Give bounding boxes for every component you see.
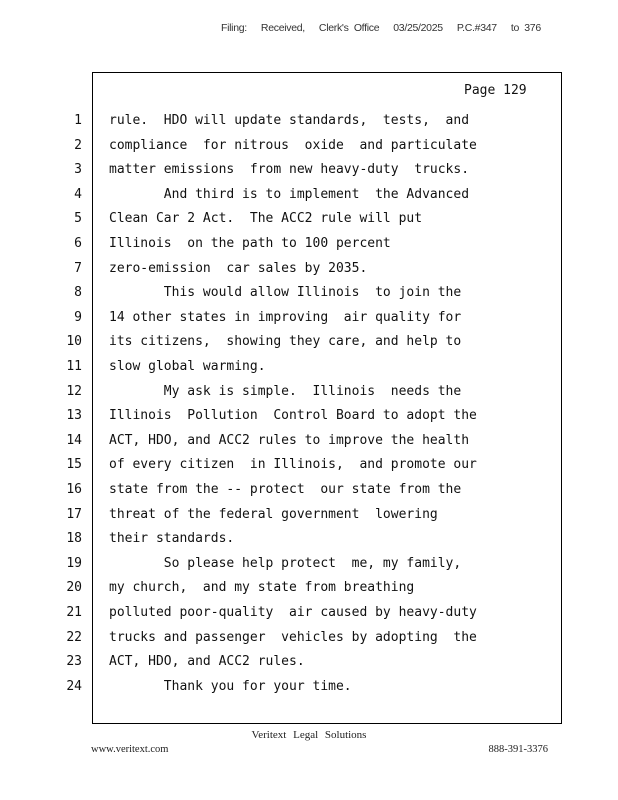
line-text: compliance for nitrous oxide and particulate bbox=[109, 137, 477, 153]
line-number: 22 bbox=[66, 629, 82, 645]
filing-label: Filing: bbox=[221, 22, 247, 34]
transcript-line bbox=[0, 285, 618, 305]
transcript-line bbox=[0, 408, 618, 428]
transcript-line bbox=[0, 531, 618, 551]
transcript-line bbox=[0, 138, 618, 158]
line-number: 12 bbox=[66, 383, 82, 399]
line-text: ACT, HDO, and ACC2 rules to improve the health bbox=[109, 432, 470, 448]
transcript-line bbox=[0, 433, 618, 453]
transcript-line bbox=[0, 654, 618, 674]
line-number: 4 bbox=[74, 186, 82, 202]
line-text: So please help protect me, my family, bbox=[109, 555, 462, 571]
line-number: 5 bbox=[74, 211, 82, 227]
transcript-line bbox=[0, 630, 618, 650]
line-text: state from the -- protect our state from the bbox=[109, 482, 462, 497]
line-number: 8 bbox=[74, 285, 82, 301]
page-range: to 376 bbox=[510, 22, 541, 34]
line-text: Illinois on the path to 100 percent bbox=[109, 236, 391, 251]
line-number: 23 bbox=[66, 654, 82, 670]
filing-stamp bbox=[221, 22, 555, 34]
line-text: My ask is simple. Illinois needs the bbox=[109, 383, 462, 399]
line-number: 9 bbox=[74, 309, 82, 325]
transcript-line bbox=[0, 211, 618, 231]
line-text: zero-emission car sales by 2035. bbox=[109, 260, 368, 276]
filing-date: 03/25/2025 bbox=[393, 22, 443, 34]
transcript-line bbox=[0, 580, 618, 600]
line-number: 1 bbox=[74, 113, 82, 128]
line-text: Thank you for your time. bbox=[109, 678, 352, 694]
transcript-line bbox=[0, 605, 618, 625]
line-text: their standards. bbox=[109, 531, 235, 547]
line-number: 18 bbox=[66, 531, 82, 547]
line-text: its citizens, showing they care, and help to bbox=[109, 334, 462, 350]
transcript-line bbox=[0, 507, 618, 527]
line-text: matter emissions from new heavy-duty trucks. bbox=[109, 162, 470, 178]
line-text: of every citizen in Illinois, and promote our bbox=[109, 457, 477, 473]
transcript-line bbox=[0, 310, 618, 330]
line-text: threat of the federal government lowering bbox=[109, 506, 438, 522]
line-number: 3 bbox=[74, 162, 82, 178]
transcript-line bbox=[0, 556, 618, 576]
line-text: 14 other states in improving air quality for bbox=[109, 309, 462, 325]
line-text: Clean Car 2 Act. The ACC2 rule will put bbox=[109, 211, 423, 227]
line-number: 17 bbox=[66, 506, 82, 522]
line-number: 16 bbox=[66, 482, 82, 497]
line-number: 21 bbox=[66, 605, 82, 620]
transcript-line bbox=[0, 334, 618, 354]
line-number: 24 bbox=[66, 678, 82, 694]
line-text: ACT, HDO, and ACC2 rules. bbox=[109, 654, 305, 670]
line-number: 6 bbox=[74, 236, 82, 251]
office-label: Clerk's Office bbox=[318, 22, 380, 34]
transcript-line bbox=[0, 261, 618, 281]
transcript-line bbox=[0, 359, 618, 379]
line-text: slow global warming. bbox=[109, 359, 266, 374]
line-text: This would allow Illinois to join the bbox=[109, 285, 462, 301]
line-text: my church, and my state from breathing bbox=[109, 580, 415, 596]
transcript-line bbox=[0, 187, 618, 207]
transcript-line bbox=[0, 113, 618, 133]
line-number: 15 bbox=[66, 457, 82, 473]
line-number: 11 bbox=[66, 359, 82, 374]
transcript-line bbox=[0, 482, 618, 502]
line-number: 7 bbox=[74, 260, 82, 276]
line-number: 20 bbox=[66, 580, 82, 596]
line-text: rule. HDO will update standards, tests, and bbox=[109, 113, 470, 128]
page-number: Page 129 bbox=[464, 83, 527, 98]
received-label: Received, bbox=[260, 22, 305, 34]
transcript-line bbox=[0, 236, 618, 256]
line-text: trucks and passenger vehicles by adopting the bbox=[109, 629, 477, 645]
footer-website: www.veritext.com bbox=[91, 744, 169, 755]
footer-phone: 888-391-3376 bbox=[488, 744, 548, 755]
line-number: 2 bbox=[74, 137, 82, 153]
line-text: Illinois Pollution Control Board to adopt the bbox=[109, 408, 477, 424]
line-number: 10 bbox=[66, 334, 82, 350]
line-text: polluted poor-quality air caused by heavy-duty bbox=[109, 605, 477, 620]
pc-number: P.C.#347 bbox=[456, 22, 497, 34]
footer-company: Veritext Legal Solutions bbox=[251, 729, 367, 741]
transcript-line bbox=[0, 384, 618, 404]
transcript-line bbox=[0, 162, 618, 182]
transcript-line bbox=[0, 457, 618, 477]
transcript-line bbox=[0, 679, 618, 699]
line-number: 13 bbox=[66, 408, 82, 424]
line-number: 19 bbox=[66, 555, 82, 571]
line-number: 14 bbox=[66, 432, 82, 448]
line-text: And third is to implement the Advanced bbox=[109, 186, 470, 202]
